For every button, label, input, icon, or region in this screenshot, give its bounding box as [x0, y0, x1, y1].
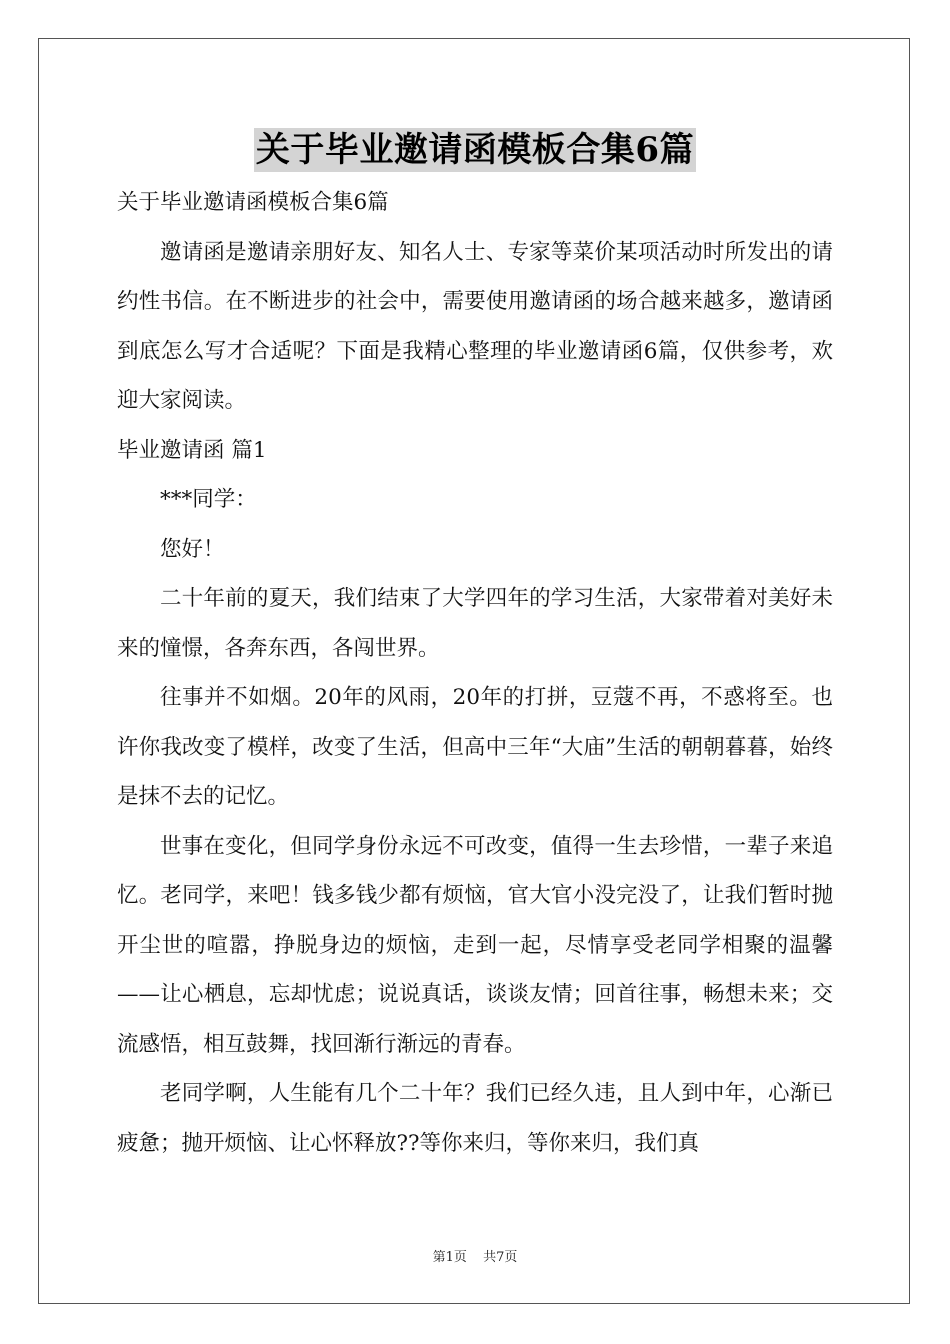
body-paragraph-3: 世事在变化，但同学身份永远不可改变，值得一生去珍惜，一辈子来追忆。老同学，来吧！钱多钱少都有烦恼，官大官小没完没了，让我们暂时抛开尘世的喧嚣，挣脱身边的烦恼，走到一起，尽情享受老同学相聚的温馨——让心栖息，忘却忧虑；说说真话，谈谈友情；回首往事，畅想未来；交流感悟，相互鼓舞，找回渐行渐远的青春。	[117, 833, 833, 1057]
section-heading: 毕业邀请函 篇1	[117, 437, 267, 463]
document-body	[117, 178, 833, 1168]
document-title: 关于毕业邀请函模板合集6篇	[255, 130, 695, 170]
page-total: 共7页	[483, 1250, 518, 1265]
body-paragraph-1: 二十年前的夏天，我们结束了大学四年的学习生活，大家带着对美好未来的憧憬，各奔东西，各闯世界。	[117, 586, 833, 661]
body-paragraph-4: 老同学啊，人生能有几个二十年？我们已经久违，且人到中年，心渐已疲惫；抛开烦恼、让心怀释放??等你来归，等你来归，我们真	[117, 1081, 833, 1156]
body-paragraph-2: 往事并不如烟。20年的风雨，20年的打拼，豆蔻不再，不惑将至。也许你我改变了模样，改变了生活，但高中三年“大庙”生活的朝朝暮暮，始终是抹不去的记忆。	[117, 685, 833, 809]
subtitle-line: 关于毕业邀请函模板合集6篇	[117, 190, 389, 215]
page-footer	[0, 1246, 950, 1265]
page-number: 第1页	[432, 1250, 467, 1265]
intro-paragraph: 邀请函是邀请亲朋好友、知名人士、专家等菜价某项活动时所发出的请约性书信。在不断进步的社会中，需要使用邀请函的场合越来越多，邀请函到底怎么写才合适呢？下面是我精心整理的毕业邀请函6篇，仅供参考，欢迎大家阅读。	[117, 239, 833, 413]
title-container	[0, 128, 950, 172]
greeting: 您好！	[160, 536, 225, 562]
salutation: ***同学：	[160, 487, 257, 512]
